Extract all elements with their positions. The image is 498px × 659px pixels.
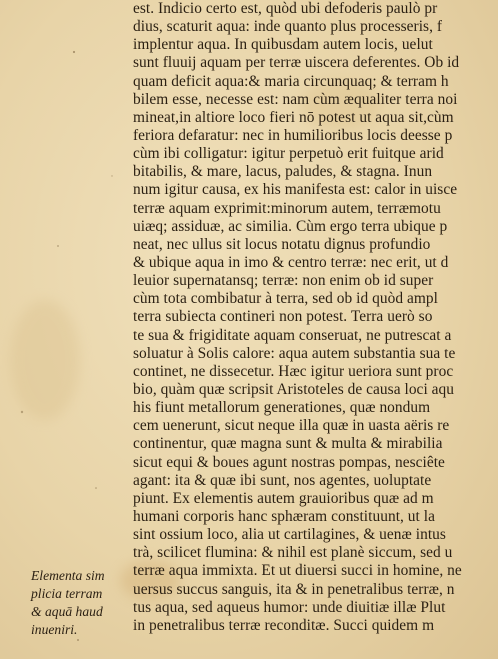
text-line: his fiunt metallorum generationes, quæ nondum xyxy=(133,399,431,417)
text-line: bitabilis, & mare, lacus, paludes, & stagna. Inun xyxy=(133,163,433,181)
text-line: te sua & frigiditate aquam conseruat, ne putrescat a xyxy=(133,326,452,344)
text-line: feriora defaratur: nec in humilioribus locis deesse p xyxy=(133,126,453,144)
text-line: quam deficit aqua:& maria circunquaq; & terram h xyxy=(133,72,449,90)
text-line: terra subiecta contineri non potest. Terra uerò so xyxy=(133,308,433,326)
text-line: agant: ita & quæ ibi sunt, nos agentes, uoluptate xyxy=(133,471,432,489)
main-text-block xyxy=(133,0,498,635)
text-line: est. Indicio certo est, quòd ubi defoderis paulò pr xyxy=(133,0,438,17)
text-line: sicut equi & boues agunt nostras pompas, nesciête xyxy=(133,453,445,471)
text-line: trà, scilicet flumina: & nihil est planè siccum, sed u xyxy=(133,544,453,562)
text-line: dius, scaturit aqua: inde quanto plus processeris, f xyxy=(133,18,443,36)
marginal-note-line: Elementa sim xyxy=(31,568,105,583)
text-line: bilem esse, necesse est: nam cùm æqualiter terra noi xyxy=(133,90,458,108)
text-line: num igitur causa, ex his manifesta est: calor in uisce xyxy=(133,181,458,199)
marginal-note-line: plicia terram xyxy=(31,586,103,602)
text-line: uiæq; assiduæ, ac similia. Cùm ergo terra ubique p xyxy=(133,217,448,235)
text-line: & ubique aqua in imo & centro terræ: nec erit, ut d xyxy=(133,253,449,271)
text-line: in penetralibus terræ reconditæ. Succi quidem m xyxy=(133,616,435,634)
text-line: humani corporis hanc sphæram constituunt, ut la xyxy=(133,507,435,525)
text-line: continet, ne dissecetur. Hæc igitur ueriora sunt proc xyxy=(133,362,454,380)
text-line: terræ aqua immixta. Et ut diuersi succi in homine, ne xyxy=(133,562,462,580)
text-line: bio, quàm quæ scripsit Aristoteles de causa loci aqu xyxy=(133,380,455,398)
text-line: sint ossium loco, alia ut cartilagines, & uenæ intus xyxy=(133,526,446,544)
text-line: soluatur à Solis calore: aqua autem substantia sua te xyxy=(133,344,456,362)
text-line: piunt. Ex elementis autem grauioribus quæ ad m xyxy=(133,489,434,507)
text-line: leuior supernatansq; terræ: non enim ob id super xyxy=(133,272,434,290)
text-line: terræ aquam exprimit:minorum autem, terræmotu xyxy=(133,199,441,217)
text-line: uersus succus sanguis, ita & in penetralibus terræ, n xyxy=(133,580,455,598)
text-line: cem uenerunt, sicut neque illa quæ in uasta aëris re xyxy=(133,417,450,435)
text-line: neat, nec ullus sit locus notatu dignus profundio xyxy=(133,235,431,253)
text-line: cùm tota combibatur à terra, sed ob id quòd ampl xyxy=(133,290,438,308)
text-line: tus aqua, sed aqueus humor: unde diuitiæ illæ Plut xyxy=(133,598,446,616)
text-line: continentur, quæ magna sunt & multa & mirabilia xyxy=(133,435,443,453)
text-line: implentur aqua. In quibusdam autem locis, uelut xyxy=(133,36,433,54)
text-line: sunt fluuij aquam per terræ uiscera deferentes. Ob id xyxy=(133,54,460,72)
marginal-note-line: & aquā haud xyxy=(31,604,103,620)
text-line: mineat,in altiore loco fieri nō potest ut aqua sit,cùm xyxy=(133,108,454,126)
marginal-note xyxy=(31,567,131,640)
marginal-note-line: inueniri. xyxy=(31,622,78,638)
text-line: cùm ibi colligatur: igitur perpetuò erit fuitque arid xyxy=(133,145,444,163)
